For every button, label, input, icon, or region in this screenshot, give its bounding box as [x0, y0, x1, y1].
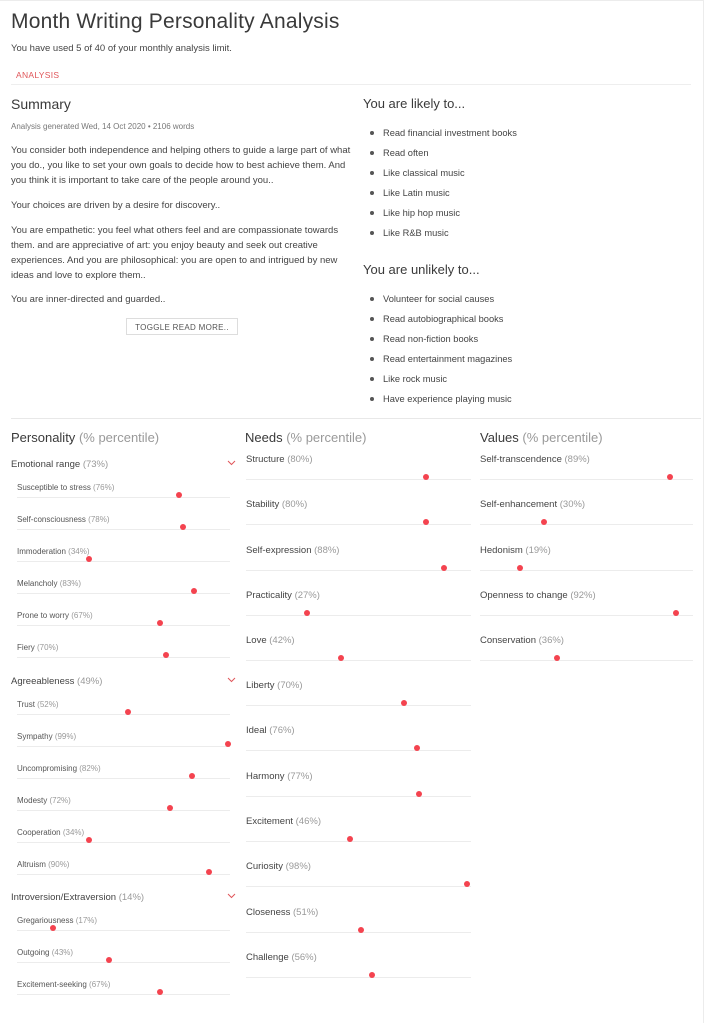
unlikely-item-label: Volunteer for social causes [383, 294, 495, 304]
likely-item [370, 206, 517, 226]
trait-label: Gregariousness (17%) [17, 916, 98, 925]
trait-label: Sympathy (99%) [17, 732, 77, 741]
page-title: Month Writing Personality Analysis [11, 10, 340, 33]
trait-label: Susceptible to stress (76%) [17, 483, 115, 492]
trait-track [17, 962, 230, 963]
summary-title: Summary [11, 96, 71, 112]
bullet-icon [370, 151, 374, 155]
trait-track [17, 529, 230, 530]
value-row [480, 635, 693, 665]
need-label: Curiosity (98%) [246, 861, 311, 872]
trait-row [17, 732, 230, 762]
personality-title-suffix: (% percentile) [78, 430, 160, 445]
need-marker [441, 565, 447, 571]
need-track [246, 977, 471, 978]
bullet-icon [370, 231, 374, 235]
value-label: Openness to change (92%) [480, 590, 596, 601]
summary-paragraph: Your choices are driven by a desire for discovery.. [11, 200, 221, 211]
need-marker [358, 927, 364, 933]
value-label: Self-transcendence (89%) [480, 454, 590, 465]
trait-track [17, 778, 230, 779]
trait-track [17, 714, 230, 715]
value-marker [673, 610, 679, 616]
need-label: Structure (80%) [246, 454, 313, 465]
unlikely-item [370, 312, 512, 332]
group-pct: (14%) [118, 892, 145, 903]
need-row [246, 680, 471, 710]
unlikely-item-label: Like rock music [383, 374, 448, 384]
value-marker [554, 655, 560, 661]
toggle-read-more-button[interactable]: TOGGLE READ MORE.. [126, 318, 238, 335]
unlikely-item-label: Read entertainment magazines [383, 354, 513, 364]
need-row [246, 454, 471, 484]
trait-marker [206, 869, 212, 875]
trait-marker [225, 741, 231, 747]
need-track [246, 796, 471, 797]
unlikely-title: You are unlikely to... [363, 262, 480, 277]
value-row [480, 590, 693, 620]
trait-label: Cooperation (34%) [17, 828, 85, 837]
value-marker [667, 474, 673, 480]
need-label: Challenge (56%) [246, 952, 317, 963]
group-name: Emotional range [11, 459, 81, 470]
need-row [246, 725, 471, 755]
bullet-icon [370, 377, 374, 381]
need-label: Practicality (27%) [246, 590, 320, 601]
value-label: Self-enhancement (30%) [480, 499, 586, 510]
values-title [480, 430, 603, 445]
likely-item [370, 146, 517, 166]
trait-track [17, 561, 230, 562]
need-row [246, 952, 471, 982]
unlikely-item [370, 352, 512, 372]
trait-marker [191, 588, 197, 594]
trait-row [17, 483, 230, 513]
group-emotional-range[interactable] [11, 459, 236, 470]
bullet-icon [370, 211, 374, 215]
unlikely-item-label: Have experience playing music [383, 394, 512, 404]
unlikely-item [370, 292, 512, 312]
trait-row [17, 515, 230, 545]
need-label: Ideal (76%) [246, 725, 295, 736]
unlikely-item [370, 372, 512, 392]
value-track [480, 660, 693, 661]
need-label: Liberty (70%) [246, 680, 303, 691]
value-row [480, 545, 693, 575]
bullet-icon [370, 357, 374, 361]
summary-paragraph: You are empathetic: you feel what others feel and are compassionate towards them. and are appreciative of art: you enjoy beauty and seek out creative experiences. And you are philosophical: you are open to and intrigued by new ideas and love to explore them.. [11, 225, 339, 281]
value-track [480, 570, 693, 571]
trait-label: Modesty (72%) [17, 796, 71, 805]
usage-limit-text: You have used 5 of 40 of your monthly analysis limit. [11, 43, 232, 54]
tab-divider [11, 84, 691, 85]
need-track [246, 479, 471, 480]
likely-item [370, 226, 517, 246]
group-pct: (49%) [77, 676, 103, 687]
group-agreeableness[interactable] [11, 676, 236, 687]
trait-row [17, 916, 230, 946]
need-marker [369, 972, 375, 978]
trait-marker [157, 989, 163, 995]
trait-track [17, 994, 230, 995]
need-track [246, 615, 471, 616]
chevron-down-icon[interactable] [227, 893, 236, 899]
section-divider [11, 418, 701, 419]
likely-item [370, 166, 517, 186]
group-name: Agreeableness [11, 676, 75, 687]
need-track [246, 841, 471, 842]
value-track [480, 479, 693, 480]
trait-track [17, 842, 230, 843]
unlikely-item [370, 332, 512, 352]
tab-analysis[interactable]: ANALYSIS [11, 70, 64, 85]
need-row [246, 635, 471, 665]
trait-marker [176, 492, 182, 498]
need-marker [304, 610, 310, 616]
likely-item-label: Like Latin music [383, 188, 450, 198]
trait-label: Melancholy (83%) [17, 579, 82, 588]
unlikely-list [370, 292, 512, 412]
need-row [246, 545, 471, 575]
need-label: Harmony (77%) [246, 771, 313, 782]
trait-label: Excitement-seeking (67%) [17, 980, 111, 989]
trait-row [17, 764, 230, 794]
need-marker [401, 700, 407, 706]
bullet-icon [370, 317, 374, 321]
trait-label: Fiery (70%) [17, 643, 59, 652]
trait-marker [189, 773, 195, 779]
trait-marker [157, 620, 163, 626]
trait-row [17, 643, 230, 673]
need-marker [414, 745, 420, 751]
need-label: Love (42%) [246, 635, 295, 646]
trait-label: Altruism (90%) [17, 860, 70, 869]
trait-track [17, 746, 230, 747]
value-label: Conservation (36%) [480, 635, 564, 646]
trait-track [17, 593, 230, 594]
unlikely-item-label: Read autobiographical books [383, 314, 504, 324]
trait-track [17, 657, 230, 658]
group-introversion-extraversion[interactable] [11, 892, 236, 903]
trait-label: Uncompromising (82%) [17, 764, 101, 773]
trait-track [17, 810, 230, 811]
trait-track [17, 497, 230, 498]
summary-paragraph: You consider both independence and helping others to guide a large part of what you do., you like to set your own goals to decide how to best achieve them. And you think it is important to take care of the people around you.. [11, 145, 351, 186]
chevron-down-icon[interactable] [227, 677, 236, 683]
value-track [480, 524, 693, 525]
trait-track [17, 930, 230, 931]
bullet-icon [370, 131, 374, 135]
value-marker [541, 519, 547, 525]
trait-row [17, 611, 230, 641]
likely-item [370, 126, 517, 146]
likely-title: You are likely to... [363, 96, 466, 111]
need-label: Stability (80%) [246, 499, 308, 510]
unlikely-item [370, 392, 512, 412]
trait-row [17, 796, 230, 826]
bullet-icon [370, 171, 374, 175]
personality-title-text: Personality [11, 430, 76, 445]
value-row [480, 499, 693, 529]
trait-label: Prone to worry (67%) [17, 611, 93, 620]
need-marker [338, 655, 344, 661]
need-track [246, 705, 471, 706]
bullet-icon [370, 397, 374, 401]
chevron-down-icon[interactable] [227, 460, 236, 466]
trait-label: Trust (52%) [17, 700, 59, 709]
trait-row [17, 860, 230, 890]
need-label: Excitement (46%) [246, 816, 321, 827]
bullet-icon [370, 297, 374, 301]
needs-title-suffix: (% percentile) [286, 430, 367, 445]
unlikely-item-label: Read non-fiction books [383, 334, 479, 344]
need-label: Closeness (51%) [246, 907, 319, 918]
need-track [246, 886, 471, 887]
likely-item-label: Read often [383, 148, 429, 158]
need-row [246, 861, 471, 891]
need-row [246, 590, 471, 620]
bullet-icon [370, 191, 374, 195]
likely-list [370, 126, 517, 246]
need-track [246, 524, 471, 525]
bullet-icon [370, 337, 374, 341]
need-track [246, 660, 471, 661]
group-name: Introversion/Extraversion [11, 892, 117, 903]
need-marker [423, 519, 429, 525]
trait-marker [106, 957, 112, 963]
likely-item-label: Read financial investment books [383, 128, 517, 138]
need-label: Self-expression (88%) [246, 545, 340, 556]
trait-row [17, 948, 230, 978]
likely-item [370, 186, 517, 206]
summary-paragraph: You are inner-directed and guarded.. [11, 294, 166, 305]
trait-row [17, 980, 230, 1010]
group-pct: (73%) [82, 459, 109, 470]
need-track [246, 570, 471, 571]
needs-title [245, 430, 366, 445]
need-track [246, 750, 471, 751]
likely-item-label: Like R&B music [383, 228, 449, 238]
trait-label: Self-consciousness (78%) [17, 515, 110, 524]
value-row [480, 454, 693, 484]
value-label: Hedonism (19%) [480, 545, 551, 556]
need-marker [464, 881, 470, 887]
personality-title [11, 430, 159, 445]
analysis-generated-text: Analysis generated Wed, 14 Oct 2020 • 2106 words [11, 122, 195, 131]
trait-row [17, 579, 230, 609]
trait-row [17, 547, 230, 577]
need-row [246, 907, 471, 937]
trait-row [17, 700, 230, 730]
trait-marker [125, 709, 131, 715]
need-row [246, 499, 471, 529]
likely-item-label: Like classical music [383, 168, 465, 178]
values-title-text: Values [480, 430, 519, 445]
value-track [480, 615, 693, 616]
need-marker [347, 836, 353, 842]
values-title-suffix: (% percentile) [522, 430, 603, 445]
need-row [246, 771, 471, 801]
need-marker [423, 474, 429, 480]
trait-track [17, 625, 230, 626]
trait-label: Outgoing (43%) [17, 948, 74, 957]
need-row [246, 816, 471, 846]
trait-track [17, 874, 230, 875]
needs-title-text: Needs [245, 430, 283, 445]
trait-row [17, 828, 230, 858]
trait-label: Immoderation (34%) [17, 547, 90, 556]
likely-item-label: Like hip hop music [383, 208, 460, 218]
